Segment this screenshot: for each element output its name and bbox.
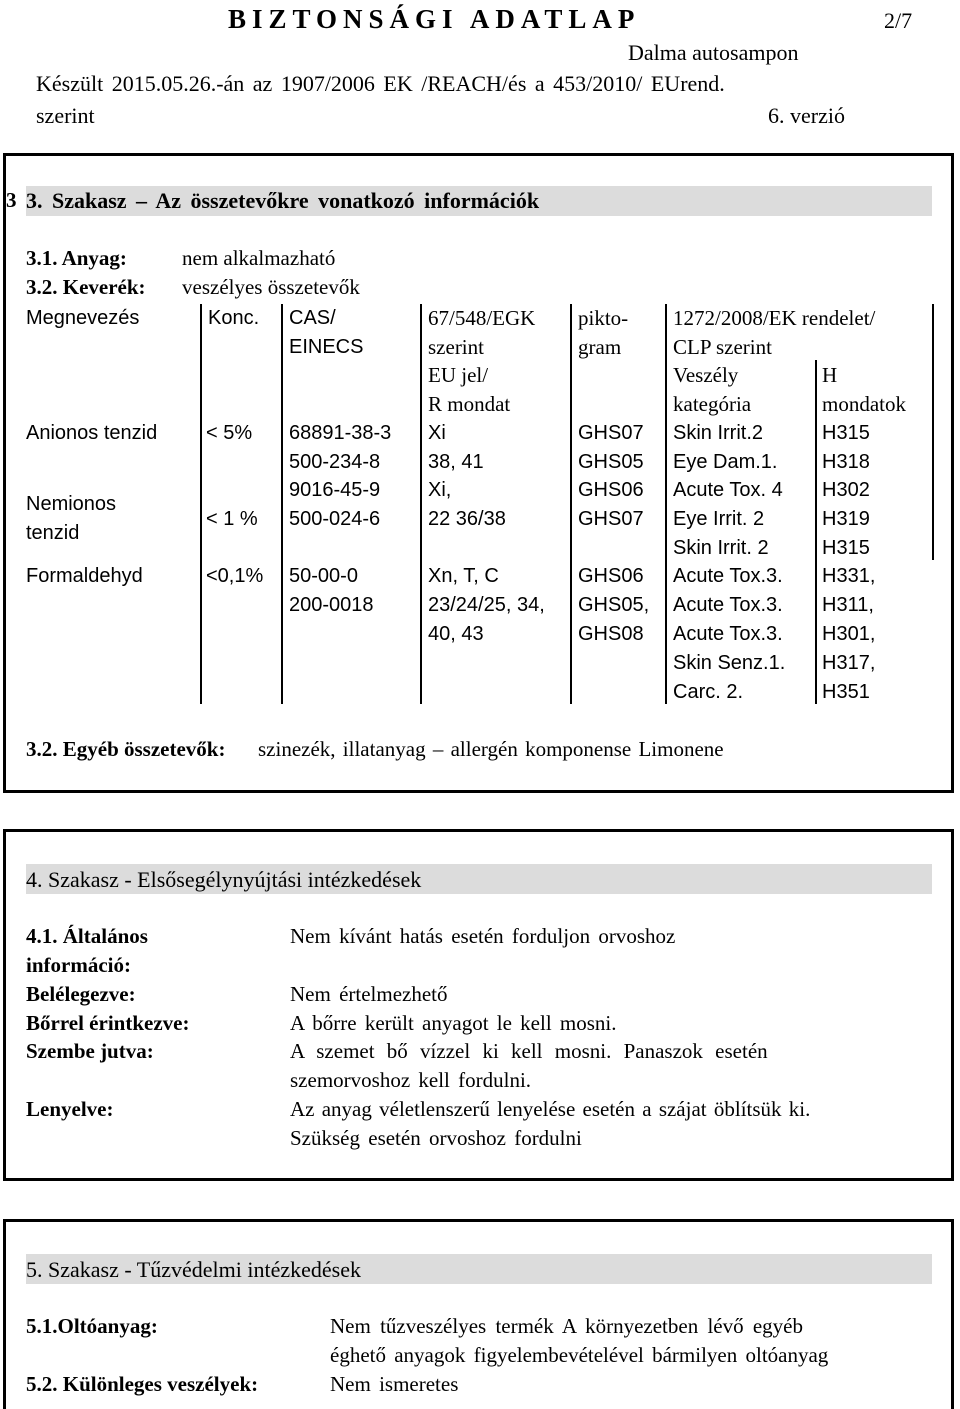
header-eu: 67/548/EGK	[428, 306, 536, 330]
special-hazards-value: Nem ismeretes	[330, 1372, 459, 1396]
regulation-line-cont: szerint	[36, 103, 95, 128]
general-info-label-2: információ:	[26, 953, 131, 977]
row-anionic-conc: < 5%	[206, 422, 253, 444]
row-formaldehyde-r-1: 23/24/25, 34,	[428, 594, 545, 616]
header-eu-4: R mondat	[428, 392, 511, 416]
header-h-2: mondatok	[822, 392, 906, 416]
header-conc: Konc.	[208, 307, 260, 329]
extinguishing-value: Nem tűzveszélyes termék A környezetben lévő egyéb	[330, 1314, 803, 1338]
row-nonionic-name: Nemionos	[26, 493, 117, 515]
row-anionic-eu: Xi	[428, 422, 446, 444]
header-picto: pikto-	[578, 306, 629, 330]
row-nonionic-cat-2: Eye Irrit. 2	[673, 508, 765, 530]
row-anionic-name: Anionos tenzid	[26, 422, 158, 444]
eye-contact-value-2: szemorvoshoz kell fordulni.	[290, 1068, 532, 1092]
row-formaldehyde-cat-5: Carc. 2.	[673, 681, 744, 703]
table-divider	[281, 304, 283, 704]
inhalation-label: Belélegezve:	[26, 982, 136, 1006]
row-formaldehyde-h-3: H301,	[822, 623, 876, 645]
row-formaldehyde-cat-3: Acute Tox.3.	[673, 623, 783, 645]
section-4-title: 4. Szakasz - Elsősegélynyújtási intézkedések	[26, 867, 422, 892]
skin-contact-label: Bőrrel érintkezve:	[26, 1011, 190, 1035]
eye-contact-value: A szemet bő vízzel ki kell mosni. Panaszok esetén	[290, 1039, 768, 1063]
row-formaldehyde-conc: <0,1%	[206, 565, 264, 587]
header-clp: 1272/2008/EK rendelet/	[673, 306, 876, 330]
substance-label: 3.1. Anyag:	[26, 246, 127, 270]
row-nonionic-h-3: H315	[822, 537, 870, 559]
table-divider	[815, 360, 817, 704]
mixture-label: 3.2. Keverék:	[26, 275, 146, 299]
ingestion-value-2: Szükség esetén orvoshoz fordulni	[290, 1126, 582, 1150]
row-nonionic-r: 22 36/38	[428, 508, 506, 530]
header-picto-2: gram	[578, 335, 622, 359]
document-title: BIZTONSÁGI ADATLAP	[228, 4, 641, 34]
other-components-value: szinezék, illatanyag – allergén komponense Limonene	[258, 737, 724, 761]
row-nonionic-picto-1: GHS06	[578, 479, 644, 501]
header-clp-2: CLP szerint	[673, 335, 772, 359]
general-info-label: 4.1. Általános	[26, 924, 148, 948]
row-formaldehyde-r-2: 40, 43	[428, 623, 484, 645]
row-formaldehyde-picto-1: GHS06	[578, 565, 644, 587]
row-nonionic-einecs: 500-024-6	[289, 508, 381, 530]
table-divider	[200, 304, 202, 704]
row-nonionic-cas: 9016-45-9	[289, 479, 381, 501]
mixture-value: veszélyes összetevők	[182, 275, 360, 299]
version-label: 6. verzió	[768, 103, 845, 128]
row-formaldehyde-picto-2: GHS05,	[578, 594, 650, 616]
row-formaldehyde-name: Formaldehyd	[26, 565, 143, 587]
row-nonionic-h-2: H319	[822, 508, 870, 530]
row-anionic-picto-1: GHS07	[578, 422, 644, 444]
table-divider	[932, 304, 934, 560]
row-nonionic-cat-1: Acute Tox. 4	[673, 479, 783, 501]
row-nonionic-cat-3: Skin Irrit. 2	[673, 537, 769, 559]
row-anionic-h-2: H318	[822, 451, 870, 473]
header-eu-3: EU jel/	[428, 363, 489, 387]
row-formaldehyde-cat-2: Acute Tox.3.	[673, 594, 783, 616]
other-components-label: 3.2. Egyéb összetevők:	[26, 737, 226, 761]
product-name: Dalma autosampon	[628, 40, 799, 65]
header-eu-2: szerint	[428, 335, 484, 359]
row-anionic-cas: 68891-38-3	[289, 422, 392, 444]
section-3-prefix: 3	[6, 188, 17, 212]
row-formaldehyde-picto-3: GHS08	[578, 623, 644, 645]
substance-value: nem alkalmazható	[182, 246, 336, 270]
table-divider	[420, 304, 422, 704]
row-anionic-h-1: H315	[822, 422, 870, 444]
extinguishing-label: 5.1.Oltóanyag:	[26, 1314, 158, 1338]
row-nonionic-eu: Xi,	[428, 479, 452, 501]
ingestion-value: Az anyag véletlenszerű lenyelése esetén a szájat öblítsük ki.	[290, 1097, 811, 1121]
general-info-value: Nem kívánt hatás esetén forduljon orvoshoz	[290, 924, 676, 948]
header-category-2: kategória	[673, 392, 752, 416]
table-divider	[665, 304, 667, 704]
row-formaldehyde-einecs: 200-0018	[289, 594, 374, 616]
page-number: 2/7	[884, 8, 913, 33]
row-formaldehyde-h-2: H311,	[822, 594, 874, 616]
skin-contact-value: A bőrre került anyagot le kell mosni.	[290, 1011, 617, 1035]
section-5-title: 5. Szakasz - Tűzvédelmi intézkedések	[26, 1257, 361, 1282]
row-nonionic-picto-2: GHS07	[578, 508, 644, 530]
extinguishing-value-2: éghető anyagok figyelembevételével bármilyen oltóanyag	[330, 1343, 829, 1367]
row-formaldehyde-cat-4: Skin Senz.1.	[673, 652, 786, 674]
row-nonionic-h-1: H302	[822, 479, 870, 501]
eye-contact-label: Szembe jutva:	[26, 1039, 154, 1063]
table-divider	[570, 304, 572, 704]
row-formaldehyde-eu: Xn, T, C	[428, 565, 499, 587]
section-3-title: 3. Szakasz – Az összetevőkre vonatkozó információk	[26, 188, 540, 213]
ingestion-label: Lenyelve:	[26, 1097, 114, 1121]
header-name: Megnevezés	[26, 307, 140, 329]
special-hazards-label: 5.2. Különleges veszélyek:	[26, 1372, 259, 1396]
row-formaldehyde-h-4: H317,	[822, 652, 876, 674]
row-anionic-cat-2: Eye Dam.1.	[673, 451, 778, 473]
header-einecs: EINECS	[289, 336, 364, 358]
inhalation-value: Nem értelmezhető	[290, 982, 448, 1006]
row-formaldehyde-h-5: H351	[822, 681, 870, 703]
row-anionic-einecs: 500-234-8	[289, 451, 381, 473]
regulation-line: Készült 2015.05.26.-án az 1907/2006 EK /REACH/és a 453/2010/ EUrend.	[36, 71, 725, 96]
header-cas: CAS/	[289, 307, 336, 329]
row-formaldehyde-cat-1: Acute Tox.3.	[673, 565, 783, 587]
row-anionic-r: 38, 41	[428, 451, 484, 473]
row-nonionic-conc: < 1 %	[206, 508, 258, 530]
header-h: H	[822, 363, 838, 387]
row-nonionic-name-2: tenzid	[26, 522, 80, 544]
row-formaldehyde-h-1: H331,	[822, 565, 876, 587]
row-anionic-picto-2: GHS05	[578, 451, 644, 473]
row-anionic-cat-1: Skin Irrit.2	[673, 422, 764, 444]
row-formaldehyde-cas: 50-00-0	[289, 565, 358, 587]
header-category: Veszély	[673, 363, 739, 387]
